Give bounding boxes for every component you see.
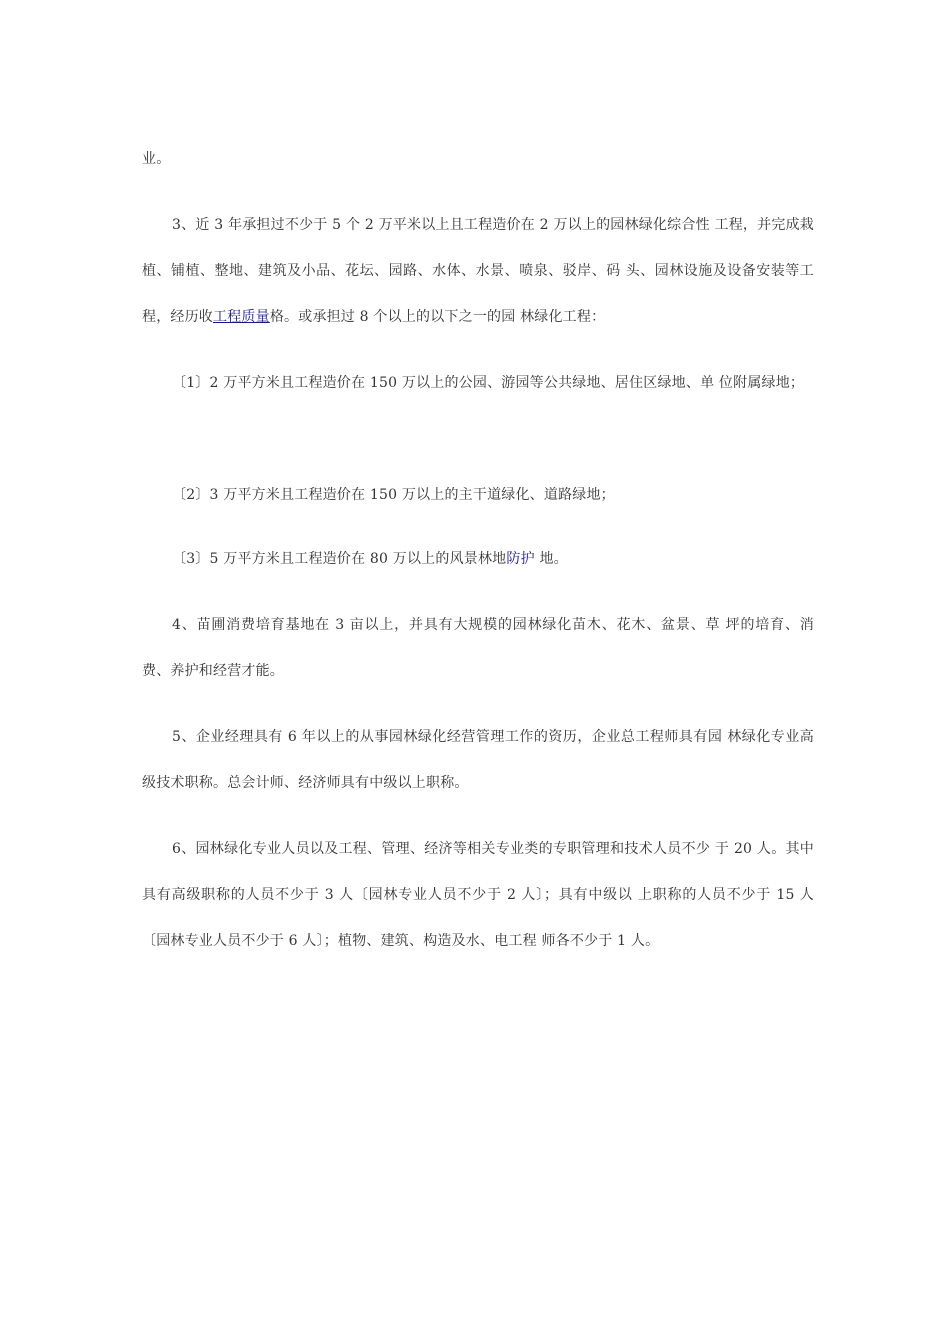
- paragraph-text: 地。: [534, 551, 568, 567]
- paragraph-text: 〔3〕5 万平方米且工程造价在 80 万以上的风景林地: [172, 551, 507, 567]
- paragraph-text: 〔2〕3 万平方米且工程造价在 150 万以上的主干道绿化、道路绿地；: [172, 487, 615, 503]
- paragraph-text: 5、企业经理具有 6 年以上的从事园林绿化经营管理工作的资历，企业总工程师具有园 林绿化专业高级技术职称。总会计师、经济师具有中级以上职称。: [142, 729, 814, 791]
- paragraph-text: 4、苗圃消费培育基地在 3 亩以上，并具有大规模的园林绿化苗木、花木、盆景、草 坪的培育、消费、养护和经营才能。: [142, 617, 814, 679]
- paragraph-text: 3、近 3 年承担过不少于 5 个 2 万平米以上且工程造价在 2 万以上的园林绿化综合性 工程，并完成栽植、铺植、整地、建筑及小品、花坛、园路、水体、水景、喷泉、驳岸、码 头、园林设施及设备安装等工程，经历收: [142, 217, 814, 325]
- paragraph-subitem-1: [142, 360, 814, 406]
- paragraph-item-5: [142, 714, 814, 806]
- paragraph-continuation: [142, 136, 814, 182]
- paragraph-text: 格。或承担过 8 个以上的以下之一的园 林绿化工程：: [269, 309, 606, 325]
- paragraph-text: 6、园林绿化专业人员以及工程、管理、经济等相关专业类的专职管理和技术人员不少 于 20 人。其中具有高级职称的人员不少于 3 人〔园林专业人员不少于 2 人〕；具有中级以 上职称的人员不少于 15 人〔园林专业人员不少于 6 人〕；植物、建筑、构造及水、电工程 师各不少于 1 人。: [142, 841, 814, 949]
- paragraph-subitem-3: [142, 536, 814, 582]
- paragraph-subitem-2: [142, 472, 814, 518]
- protection-link[interactable]: 防护: [506, 551, 535, 567]
- engineering-quality-link[interactable]: 工程质量: [213, 309, 270, 325]
- paragraph-text: 〔1〕2 万平方米且工程造价在 150 万以上的公园、游园等公共绿地、居住区绿地、单 位附属绿地；: [172, 375, 805, 391]
- paragraph-item-6: [142, 826, 814, 964]
- paragraph-item-4: [142, 602, 814, 694]
- paragraph-text: 业。: [142, 151, 171, 167]
- paragraph-item-3: [142, 202, 814, 340]
